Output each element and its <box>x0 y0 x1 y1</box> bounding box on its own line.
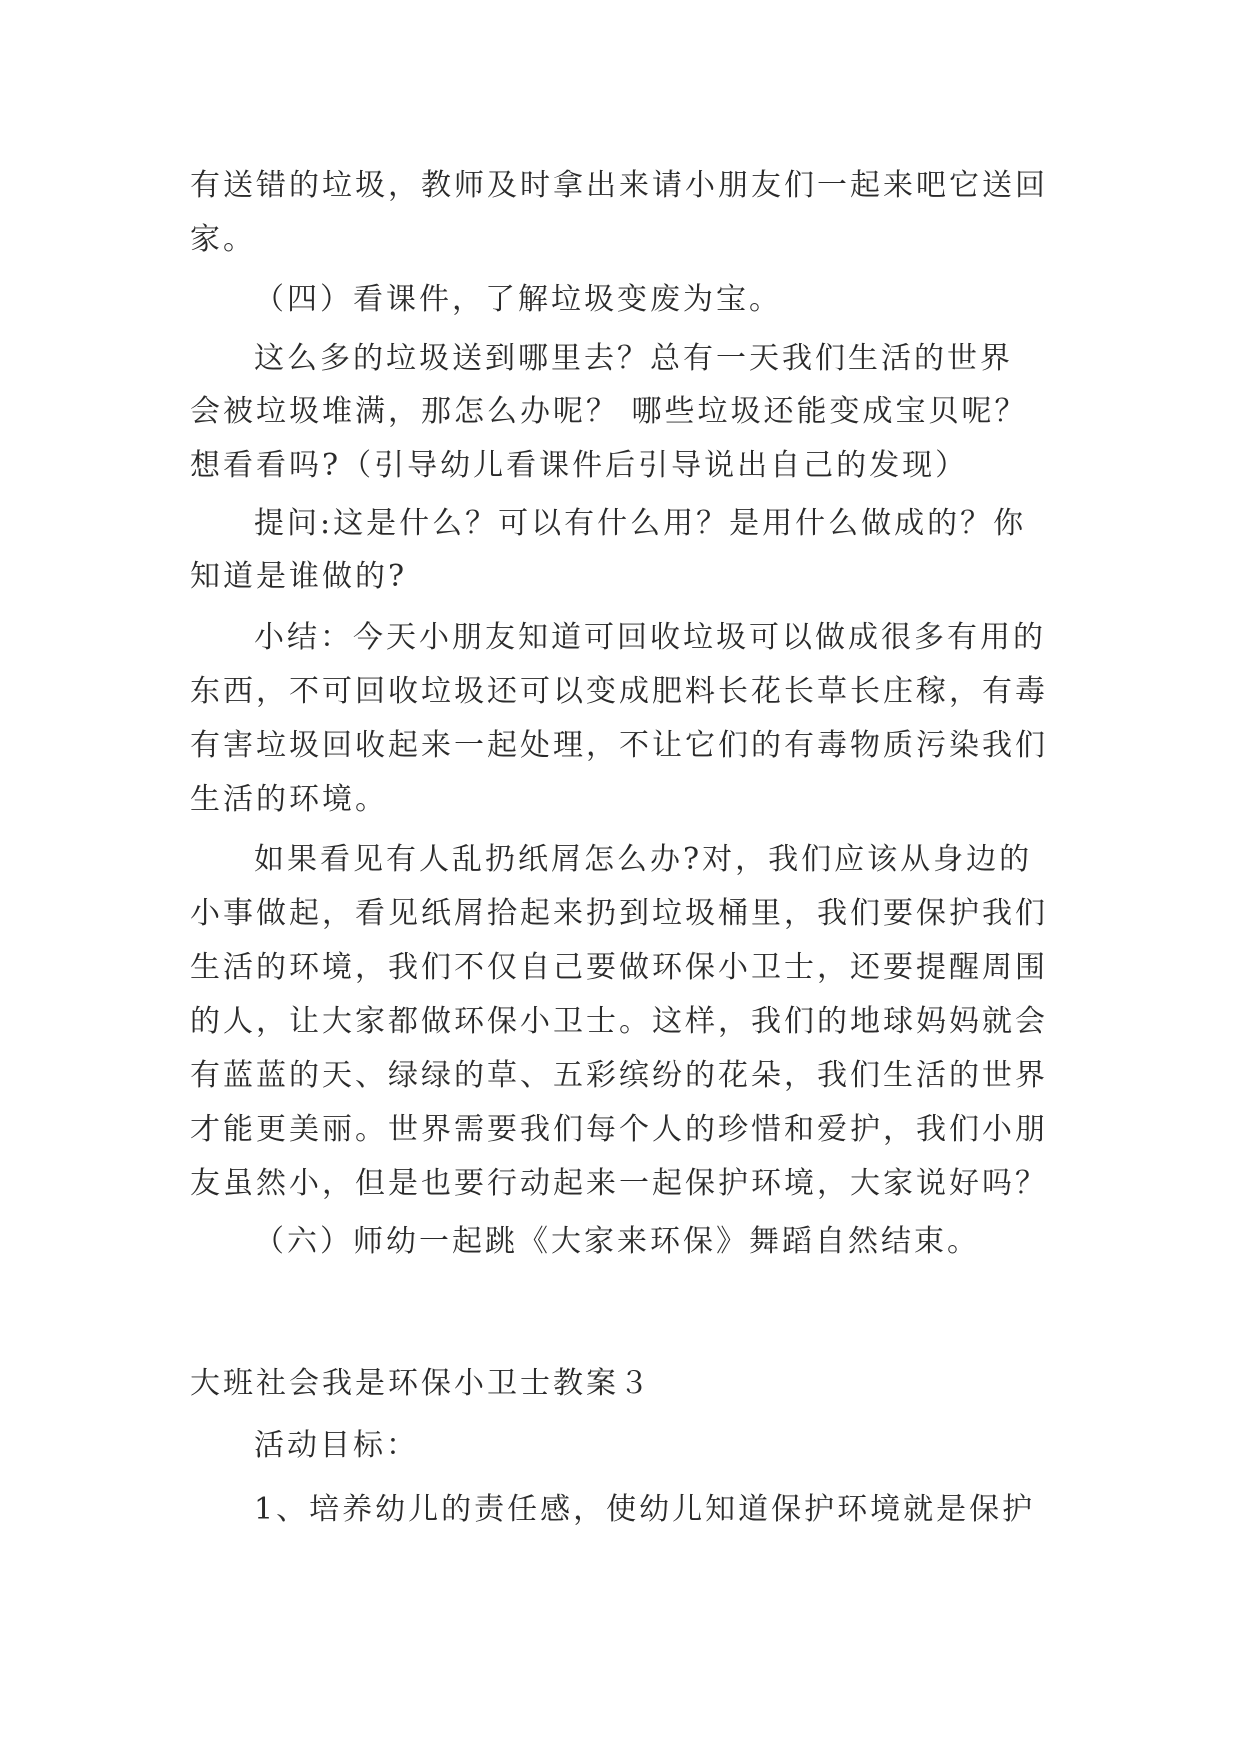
text-line: 有害垃圾回收起来一起处理，不让它们的有毒物质污染我们 <box>190 728 1048 763</box>
section-heading: （六）师幼一起跳《大家来环保》舞蹈自然结束。 <box>254 1224 980 1259</box>
text-line: 有送错的垃圾，教师及时拿出来请小朋友们一起来吧它送回 <box>190 168 1048 203</box>
text-line: 有蓝蓝的天、绿绿的草、五彩缤纷的花朵，我们生活的世界 <box>190 1058 1048 1093</box>
text-line: 会被垃圾堆满，那怎么办呢？ 哪些垃圾还能变成宝贝呢？ <box>190 394 1028 429</box>
text-line: 活动目标： <box>254 1428 419 1463</box>
text-line: 生活的环境。 <box>190 782 388 817</box>
text-line: 家。 <box>190 222 256 257</box>
text-line: 生活的环境，我们不仅自己要做环保小卫士，还要提醒周围 <box>190 950 1048 985</box>
text-line: 提问:这是什么？可以有什么用？是用什么做成的？你 <box>254 506 1027 541</box>
text-line: 的人，让大家都做环保小卫士。这样，我们的地球妈妈就会 <box>190 1004 1048 1039</box>
section-heading: （四）看课件，了解垃圾变废为宝。 <box>254 282 782 317</box>
text-line: 这么多的垃圾送到哪里去？总有一天我们生活的世界 <box>254 341 1013 376</box>
text-line: 小结：今天小朋友知道可回收垃圾可以做成很多有用的 <box>254 620 1046 655</box>
text-line: 东西，不可回收垃圾还可以变成肥料长花长草长庄稼，有毒 <box>190 674 1048 709</box>
text-line: 小事做起，看见纸屑拾起来扔到垃圾桶里，我们要保护我们 <box>190 896 1048 931</box>
text-line: 如果看见有人乱扔纸屑怎么办?对，我们应该从身边的 <box>254 842 1033 877</box>
text-line: 才能更美丽。世界需要我们每个人的珍惜和爱护，我们小朋 <box>190 1112 1048 1147</box>
text-line: 想看看吗?（引导幼儿看课件后引导说出自己的发现） <box>190 448 969 483</box>
text-line: 友虽然小，但是也要行动起来一起保护环境，大家说好吗？ <box>190 1166 1048 1201</box>
text-line: 1、培养幼儿的责任感，使幼儿知道保护环境就是保护 <box>254 1492 1036 1527</box>
text-line: 知道是谁做的? <box>190 559 408 594</box>
document-title: 大班社会我是环保小卫士教案３ <box>190 1366 652 1401</box>
